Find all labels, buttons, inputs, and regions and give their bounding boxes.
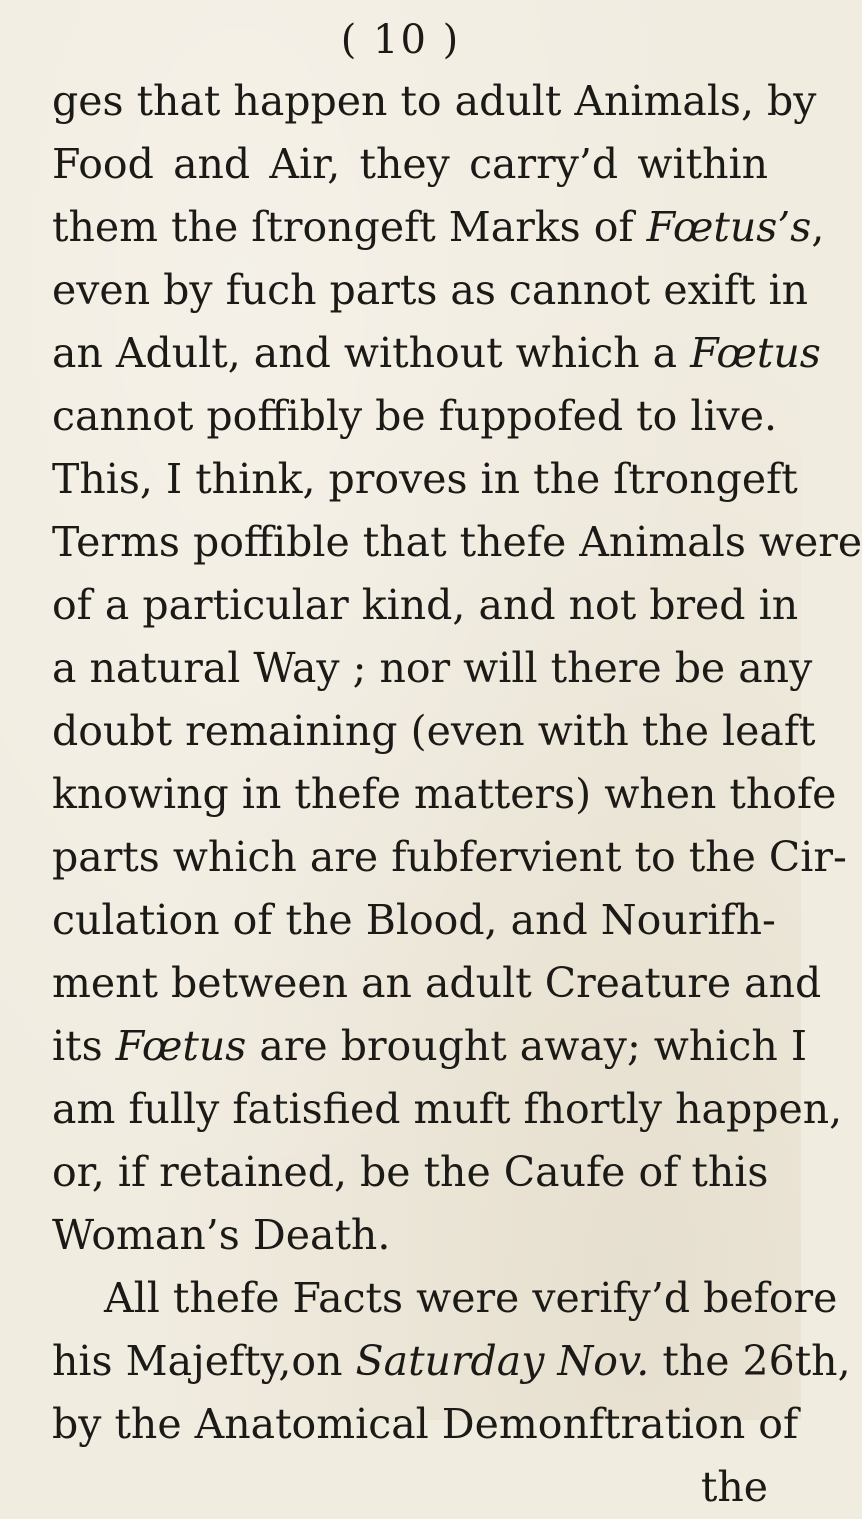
text-line: culation of the Blood, and Nourifh- xyxy=(52,896,776,944)
text-line: cannot poffibly be fuppofed to live. xyxy=(52,392,778,440)
text-line: Terms poffible that thefe Animals were xyxy=(52,518,862,566)
text-line: am fully fatisfied muft fhortly happen, xyxy=(52,1085,843,1133)
italic-word: Fœtus xyxy=(690,329,821,377)
text-line: of a particular kind, and not bred in xyxy=(52,581,799,629)
italic-word: Fœtus xyxy=(115,1022,247,1070)
text-line: parts which are fubfervient to the Cir- xyxy=(52,833,847,881)
text-line: ment between an adult Creature and xyxy=(52,959,822,1007)
text-line: ges that happen to adult Animals, by xyxy=(52,77,817,125)
text-line: All thefe Facts were verify’d before xyxy=(104,1274,838,1322)
text-line: Food and Air, they carry’d within xyxy=(52,140,768,188)
italic-word: Saturday Nov. xyxy=(355,1337,650,1385)
text-line: by the Anatomical Demonftration of xyxy=(52,1400,799,1448)
text-line: even by fuch parts as cannot exift in xyxy=(52,266,809,314)
text-line: or, if retained, be the Caufe of this xyxy=(52,1148,769,1196)
text-line: doubt remaining (even with the leaft xyxy=(52,707,816,755)
catchword: the xyxy=(700,1463,768,1511)
text-line: them the ſtrongeft Marks of Fœtus’s, xyxy=(52,203,825,251)
text-line: knowing in thefe matters) when thofe xyxy=(52,770,837,818)
text-line: Woman’s Death. xyxy=(52,1211,391,1259)
text-line: his Majefty,on Saturday Nov. the 26th, xyxy=(52,1337,851,1385)
text-line: a natural Way ; nor will there be any xyxy=(52,644,813,692)
italic-word: Fœtus’s xyxy=(646,203,812,251)
body-text xyxy=(52,70,862,1519)
page-number: ( 10 ) xyxy=(340,17,461,63)
text-line: This, I think, proves in the ſtrongeft xyxy=(52,455,798,503)
text-line: its Fœtus are brought away; which I xyxy=(52,1022,808,1070)
text-line: an Adult, and without which a Fœtus xyxy=(52,329,821,377)
